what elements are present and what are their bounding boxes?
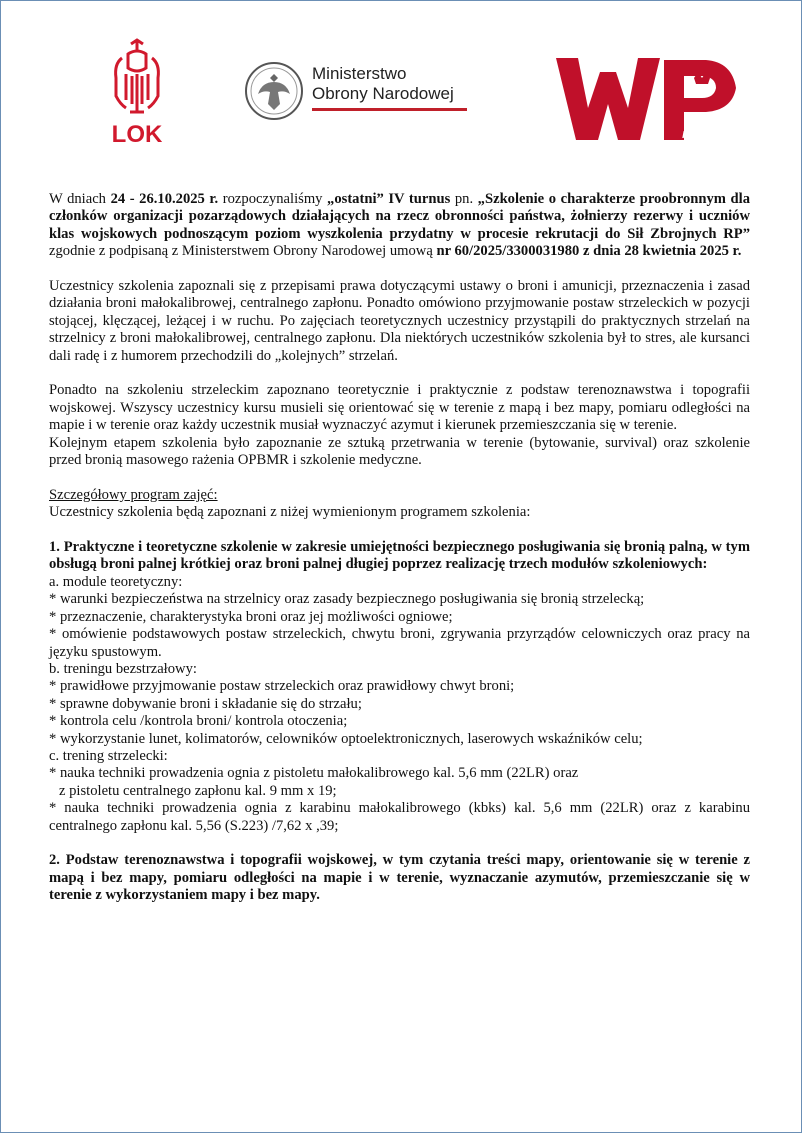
program-heading: Szczegółowy program zajęć: <box>49 486 218 503</box>
list-item: * nauka techniki prowadzenia ognia z karabinu małokalibrowego (kbks) kal. 5,6 mm (22LR) oraz z karabinu centralnego zapłonu kal. 5,56 (S.223) /7,62 x ,39; <box>49 800 750 834</box>
logo-header <box>0 38 802 158</box>
intro-paragraph <box>49 191 750 261</box>
list-item: * kontrola celu /kontrola broni/ kontrola otoczenia; <box>49 713 348 730</box>
mon-eagle-icon <box>244 60 304 122</box>
polskie-text: POLSKIE <box>682 130 726 141</box>
intro-dates: 24 - 26.10.2025 r. <box>110 191 219 207</box>
course-title: „Szkolenie o charakterze proobronnym dla członków organizacji pozarządowych działających na rzecz obronności państwa, żołnierzy rezerwy i uczniów klas wojskowych podnoszącym poziom wyszkolenia przydatny w procesie rekrutacji do Sił Zbrojnych RP” <box>49 191 750 242</box>
intro-text-3: pn. <box>450 191 478 207</box>
eagle-icon <box>106 38 168 150</box>
document-body <box>49 191 750 905</box>
intro-text-2: rozpoczynaliśmy <box>218 191 328 207</box>
lok-logo <box>106 38 168 150</box>
lok-text: LOK <box>111 121 163 148</box>
module-c-label: c. trening strzelecki: <box>49 747 168 764</box>
section-2-title: 2. Podstaw terenoznawstwa i topografii wojskowej, w tym czytania treści mapy, orientowanie się w terenie z mapą i bez mapy, pomiaru odległości na mapie i w terenie, wyznaczanie azymutów, przemieszczanie się w terenie z wykorzystaniem mapy i bez mapy. <box>49 852 750 904</box>
paragraph-shooting: Uczestnicy szkolenia zapoznali się z przepisami prawa dotyczącymi ustawy o broni i amunicji, przeznaczenia i zasad działania broni małokalibrowej, centralnego zapłonu. Ponadto omówiono przyjmowanie postaw strzeleckich w pozycji stojącej, klęczącej, leżącej i w ruchu. Po zajęciach teoretycznych uczestnicy przystąpili do praktycznych strzelań na strzelnicy z broni małokalibrowej, centralnego zapłonu. Dla niektórych uczestników szkolenia był to stres, ale kursanci dali radę i z humorem przechodzili do „kolejnych” strzelań. <box>49 278 750 364</box>
list-item-continuation: z pistoletu centralnego zapłonu kal. 9 mm x 19; <box>59 782 337 799</box>
list-item: * przeznaczenie, charakterystyka broni oraz jej możliwości ogniowe; <box>49 608 453 625</box>
list-item: * wykorzystanie lunet, kolimatorów, celowników optoelektronicznych, laserowych wskaźników celu; <box>49 730 643 747</box>
list-item: * warunki bezpieczeństwa na strzelnicy oraz zasady bezpiecznego posługiwania się bronią strzelecką; <box>49 591 645 608</box>
intro-text-1: W dniach <box>49 191 111 207</box>
list-item: * prawidłowe przyjmowanie postaw strzeleckich oraz prawidłowy chwyt broni; <box>49 678 515 695</box>
module-b-label: b. treningu bezstrzałowy: <box>49 660 197 677</box>
list-item: * nauka techniki prowadzenia ognia z pistoletu małokalibrowego kal. 5,6 mm (22LR) oraz <box>49 765 579 782</box>
list-item: * omówienie podstawowych postaw strzeleckich, chwytu broni, zgrywania przyrządów celowniczych oraz pracy na języku spustowym. <box>49 626 750 660</box>
mon-logo <box>244 60 474 130</box>
wojsko-polskie-icon <box>556 54 740 144</box>
mon-name-line2: Obrony Narodowej <box>312 84 454 103</box>
program-intro: Uczestnicy szkolenia będą zapoznani z niżej wymienionym programem szkolenia: <box>49 504 531 521</box>
mon-name-line1: Ministerstwo <box>312 64 407 83</box>
contract-number: nr 60/2025/3300031980 z dnia 28 kwietnia 2025 r. <box>436 243 742 260</box>
list-item: * sprawne dobywanie broni i składanie się do strzału; <box>49 695 362 712</box>
module-a-label: a. module teoretyczny: <box>49 573 183 590</box>
mon-underline <box>312 108 467 111</box>
paragraph-survival: Kolejnym etapem szkolenia było zapoznanie ze sztuką przetrwania w terenie (bytowanie, survival) oraz szkolenie przed bronią masowego rażenia OPBMR i szkolenie medyczne. <box>49 434 750 469</box>
wojsko-polskie-logo <box>556 54 740 144</box>
section-1-title: 1. Praktyczne i teoretyczne szkolenie w zakresie umiejętności bezpiecznego posługiwania się bronią palną, w tym obsługą broni palnej krótkiej oraz broni palnej długiej poprzez realizację trzech modułów szkoleniowych: <box>49 539 750 573</box>
wojsko-text: WOJSKO <box>687 120 732 131</box>
intro-text-4: zgodnie z podpisaną z Ministerstwem Obrony Narodowej umową <box>49 243 437 260</box>
paragraph-topography: Ponadto na szkoleniu strzeleckim zapoznano teoretycznie i praktycznie z podstaw terenoznawstwa i topografii wojskowej. Wszyscy uczestnicy kursu musieli się orientować się w terenie z mapą i bez mapy, pomiaru odległości na mapie i w terenie oraz każdy uczestnik musiał wyznaczyć azymut i kierunek przemieszczania się w terenie. <box>49 382 750 434</box>
intro-turnus: „ostatni” IV turnus <box>327 191 451 207</box>
